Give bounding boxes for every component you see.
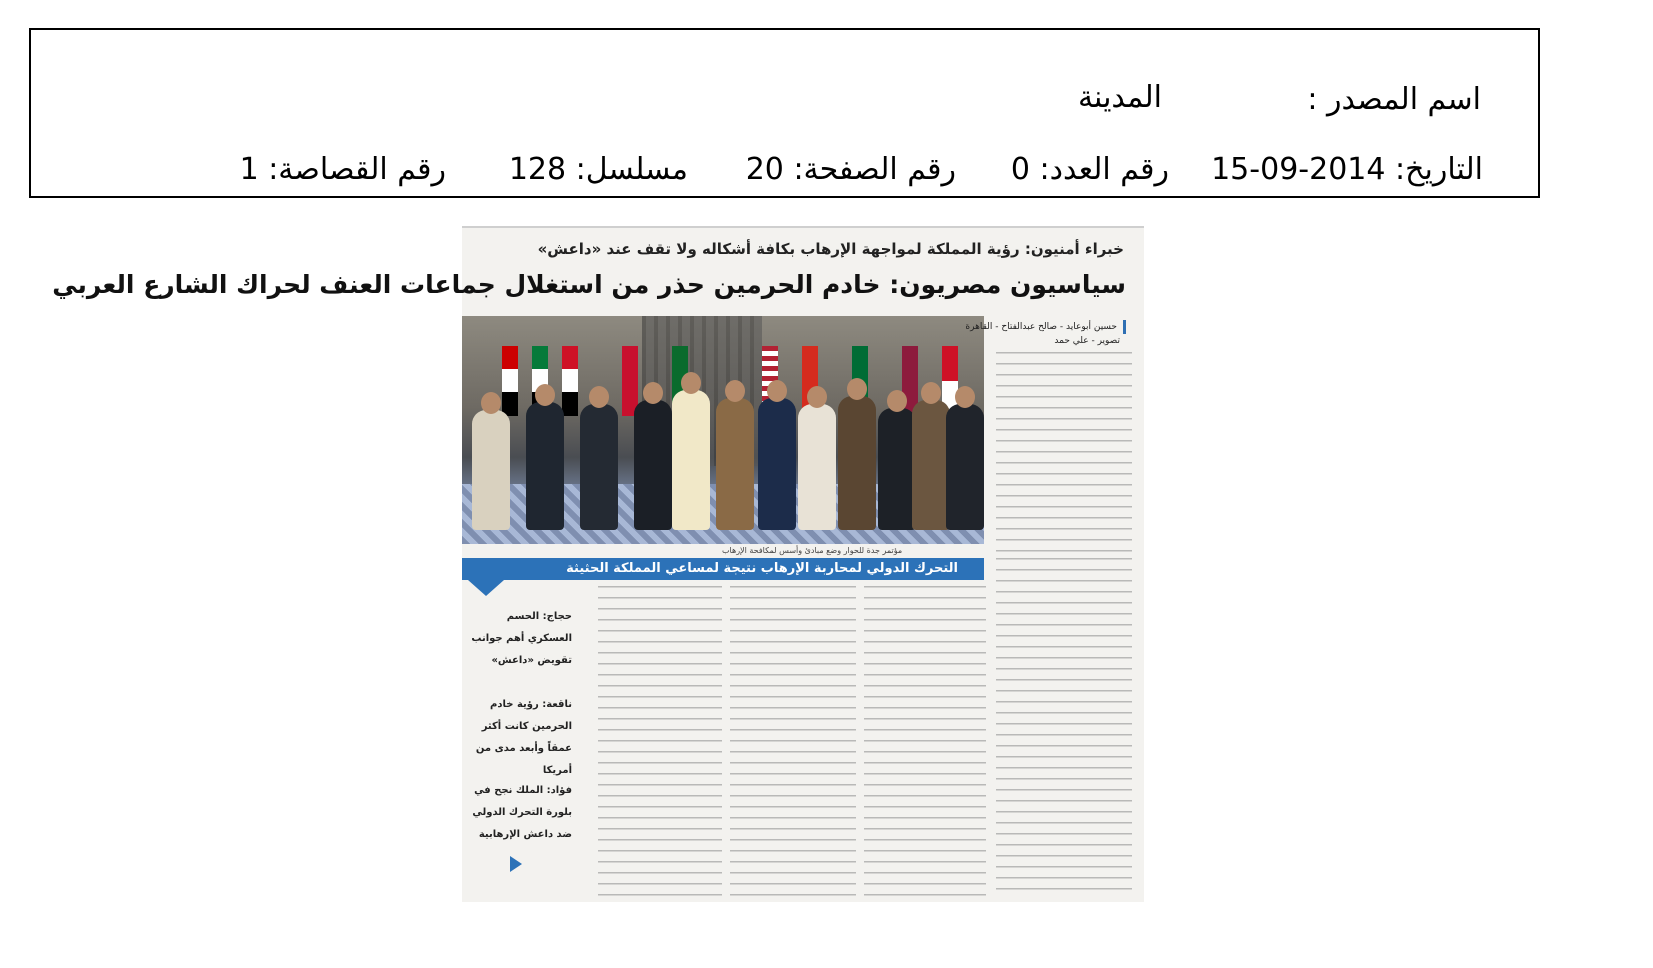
newspaper-clipping [52,226,1144,902]
text-column [996,558,1132,898]
text-column [598,586,722,896]
article-photo [462,316,984,544]
sidebar-quote-3: فؤاد: الملك نجح في بلورة التحرك الدولي ضد داعش الإرهابية [472,785,572,840]
text-column [864,586,986,896]
article-kicker: خبراء أمنيون: رؤية المملكة لمواجهة الإرهاب بكافة أشكاله ولا تقف عند «داعش» [537,240,1124,258]
source-label: اسم المصدر : [1307,82,1481,117]
issue-number-field: رقم العدد: 0 [1010,152,1169,187]
clipping-metadata-box [29,28,1540,198]
arrow-right-icon [510,856,522,872]
sidebar-quote-2: ناقعة: رؤية خادم الحرمين كانت أكثر عمقاً وأبعد مدى من أمريكا [475,699,572,776]
banner-triangle-icon [468,580,504,596]
serial-field: مسلسل: 128 [508,152,688,187]
date-field: التاريخ: 2014-09-15 [1211,152,1483,187]
source-value: المدينة [1077,80,1162,115]
article-headline: سياسيون مصريون: خادم الحرمين حذر من استغلال جماعات العنف لحراك الشارع العربي [52,270,1126,299]
page-number-field: رقم الصفحة: 20 [745,152,956,187]
section-banner: التحرك الدولي لمحاربة الإرهاب نتيجة لمساعي المملكة الحثيثة [462,558,984,580]
photo-caption: مؤتمر جدة للحوار وضع مبادئ وأسس لمكافحة الإرهاب [722,546,903,555]
clip-number-field: رقم القصاصة: 1 [239,152,446,187]
text-column [996,352,1132,552]
byline: حسين أبوعايد - صالح عبدالفتاح - القاهرة [965,320,1126,334]
text-column [730,586,856,896]
sidebar-quote-1: حجاج: الحسم العسكري أهم جوانب تقويض «داعش» [471,611,572,666]
photo-credit: تصوير - علي حمد [1054,336,1120,346]
